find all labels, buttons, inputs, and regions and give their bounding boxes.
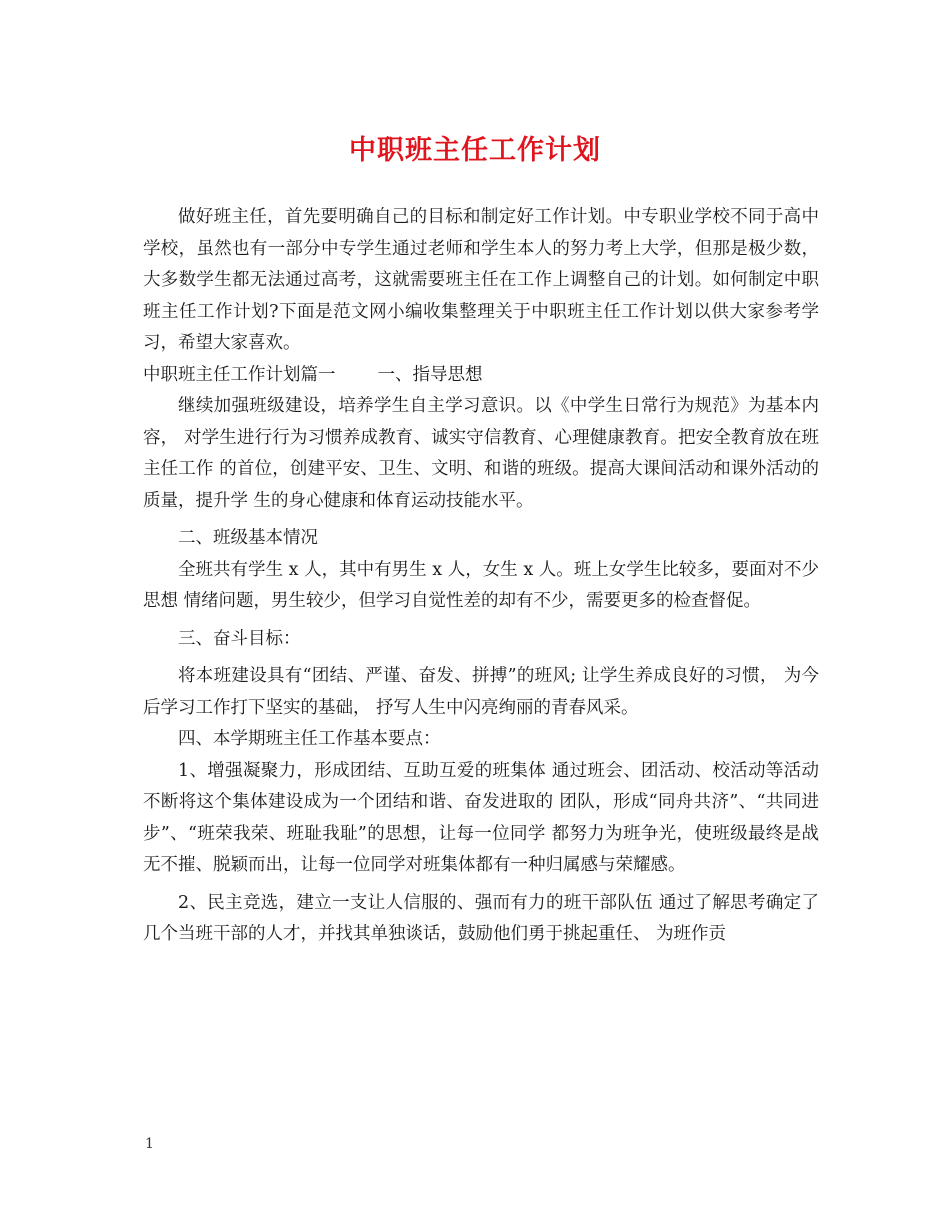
section3-heading: 三、奋斗目标： xyxy=(178,628,301,649)
section3-body: 将本班建设具有“团结、严谨、奋发、拼搏”的班风; 让学生养成良好的习惯， 为今后学习工作打下坚实的基础， 抒写人生中闪亮绚丽的青春风采。 xyxy=(143,666,819,718)
point1-paragraph: 1、增强凝聚力，形成团结、互助互爱的班集体 通过班会、团活动、校活动等活动不断将这个集体建设成为一个团结和谐、奋发进取的 团队，形成“同舟共济”、“共同进步”、“班荣我荣、班耻我耻”的思想，让每一位同学 都努力为班争光，使班级最终是战无不摧、脱颖而出，让每一位同学对班集体都有一种归属感与荣耀感。 xyxy=(143,760,819,875)
section1-heading: 一、指导思想 xyxy=(377,364,483,385)
page-number: 1 xyxy=(145,1136,154,1152)
section4-heading: 四、本学期班主任工作基本要点： xyxy=(178,729,441,749)
document-body xyxy=(143,202,819,951)
part-label: 中职班主任工作计划篇一 xyxy=(143,364,336,385)
section2-heading: 二、班级基本情况 xyxy=(178,528,318,548)
part-heading-line xyxy=(143,360,819,392)
section2-body: 全班共有学生 x 人，其中有男生 x 人，女生 x 人。班上女学生比较多，要面对不少思想 情绪问题，男生较少，但学习自觉性差的却有不少，需要更多的检查督促。 xyxy=(143,559,819,611)
intro-paragraph: 做好班主任，首先要明确自己的目标和制定好工作计划。中专职业学校不同于高中学校，虽然也有一部分中专学生通过老师和学生本人的努力考上大学，但那是极少数，大多数学生都无法通过高考，这就需要班主任在工作上调整自己的计划。如何制定中职班主任工作计划?下面是范文网小编收集整理关于中职班主任工作计划以供大家参考学习，希望大家喜欢。 xyxy=(143,207,819,353)
section1-body: 继续加强班级建设，培养学生自主学习意识。以《中学生日常行为规范》为基本内容， 对学生进行行为习惯养成教育、诚实守信教育、心理健康教育。把安全教育放在班主任工作 的首位，创建平安、卫生、文明、和谐的班级。提高大课间活动和课外活动的质量，提升学 生的身心健康和体育运动技能水平。 xyxy=(143,396,819,511)
document-title: 中职班主任工作计划 xyxy=(349,135,601,166)
point2-paragraph: 2、民主竞选，建立一支让人信服的、强而有力的班干部队伍 通过了解思考确定了几个当班干部的人才，并找其单独谈话，鼓励他们勇于挑起重任、 为班作贡 xyxy=(143,892,819,944)
